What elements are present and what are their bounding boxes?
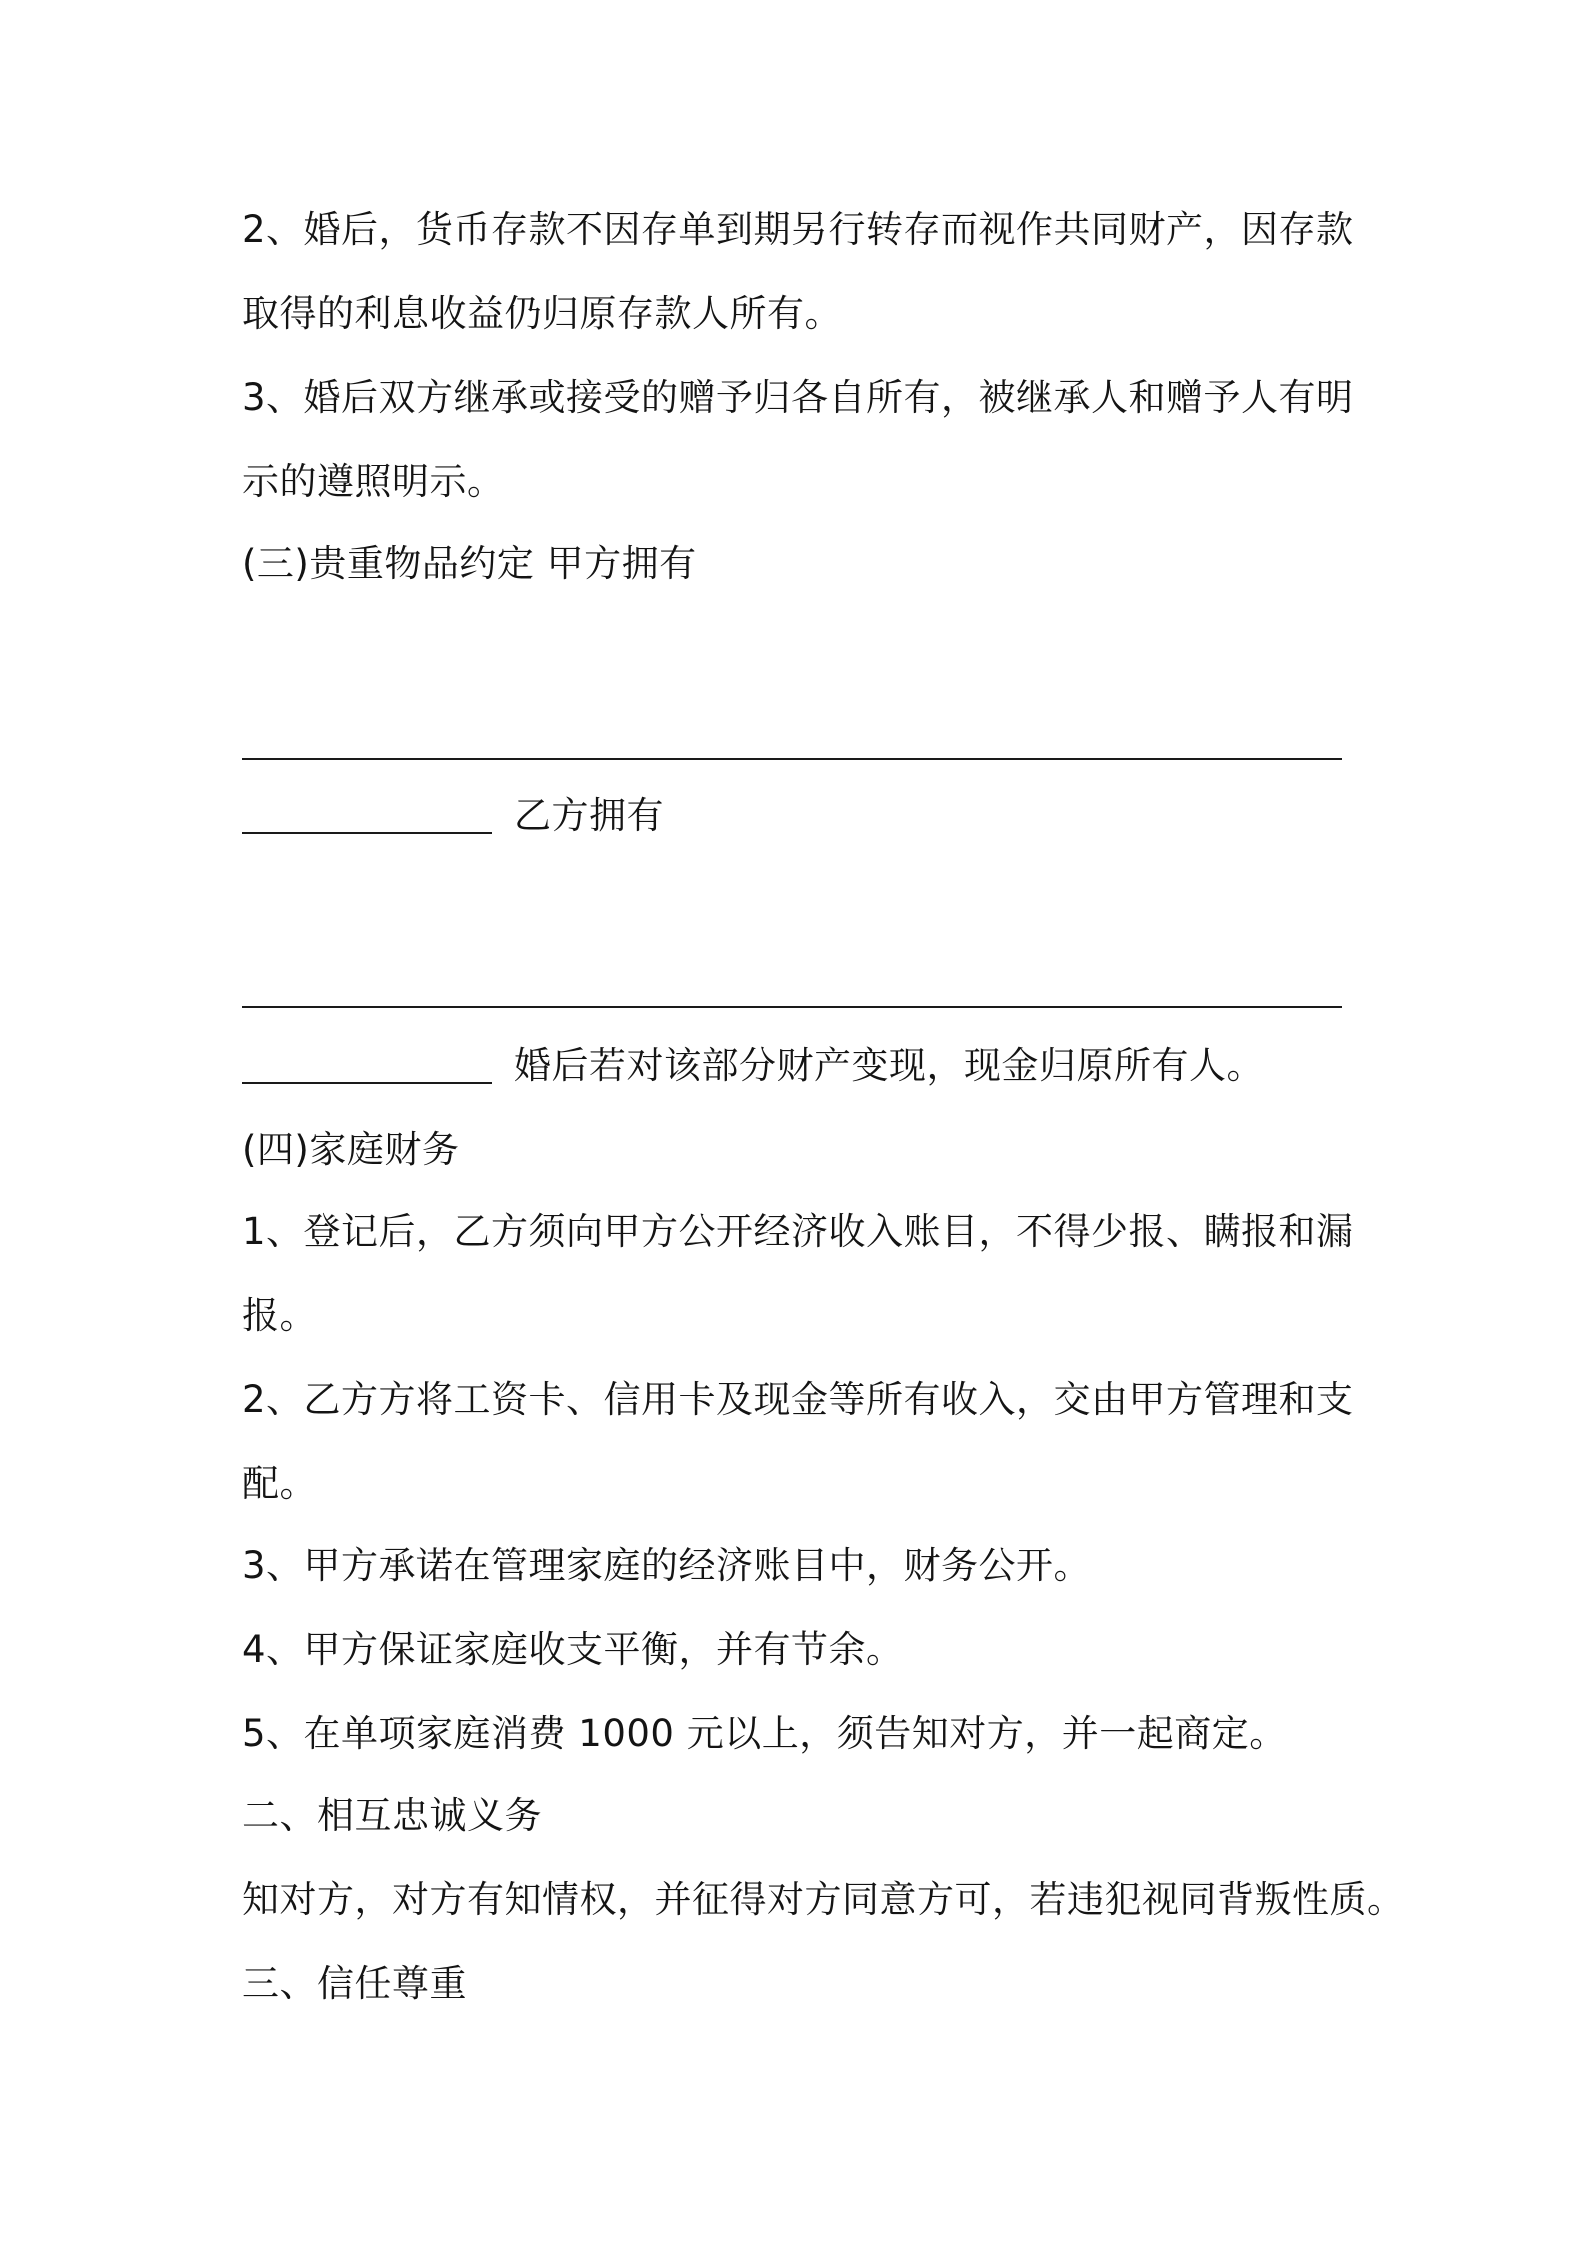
paragraph-line: 配。 [242, 1462, 317, 1505]
section-heading: 三、信任尊重 [242, 1962, 467, 2005]
paragraph-line: 2、婚后，货币存款不因存单到期另行转存而视作共同财产，因存款 [242, 208, 1354, 251]
section-heading: 二、相互忠诚义务 [242, 1794, 542, 1837]
paragraph-line: 取得的利息收益仍归原存款人所有。 [242, 292, 842, 335]
paragraph-line: 1、登记后，乙方须向甲方公开经济收入账目，不得少报、瞒报和漏 [242, 1210, 1354, 1253]
fill-in-blank-short [242, 1082, 492, 1084]
paragraph-line: 示的遵照明示。 [242, 460, 505, 503]
realization-clause: 婚后若对该部分财产变现，现金归原所有人。 [514, 1044, 1264, 1087]
fill-in-blank-short [242, 832, 492, 834]
party-b-owns-label: 乙方拥有 [514, 794, 664, 837]
paragraph-line: 3、婚后双方继承或接受的赠予归各自所有，被继承人和赠予人有明 [242, 376, 1354, 419]
section-heading: (三)贵重物品约定 甲方拥有 [242, 542, 697, 585]
paragraph-line: 5、在单项家庭消费 1000 元以上，须告知对方，并一起商定。 [242, 1712, 1287, 1755]
paragraph-line [242, 790, 1362, 842]
fill-in-blank-line [242, 758, 1342, 760]
paragraph-line: 3、甲方承诺在管理家庭的经济账目中，财务公开。 [242, 1544, 1092, 1587]
paragraph-line: 2、乙方方将工资卡、信用卡及现金等所有收入，交由甲方管理和支 [242, 1378, 1354, 1421]
paragraph-line: 知对方，对方有知情权，并征得对方同意方可，若违犯视同背叛性质。 [242, 1878, 1405, 1921]
section-heading: (四)家庭财务 [242, 1128, 460, 1171]
paragraph-line: 4、甲方保证家庭收支平衡，并有节余。 [242, 1628, 904, 1671]
paragraph-line: 报。 [242, 1294, 317, 1337]
paragraph-line [242, 1040, 1362, 1092]
fill-in-blank-line [242, 1006, 1342, 1008]
